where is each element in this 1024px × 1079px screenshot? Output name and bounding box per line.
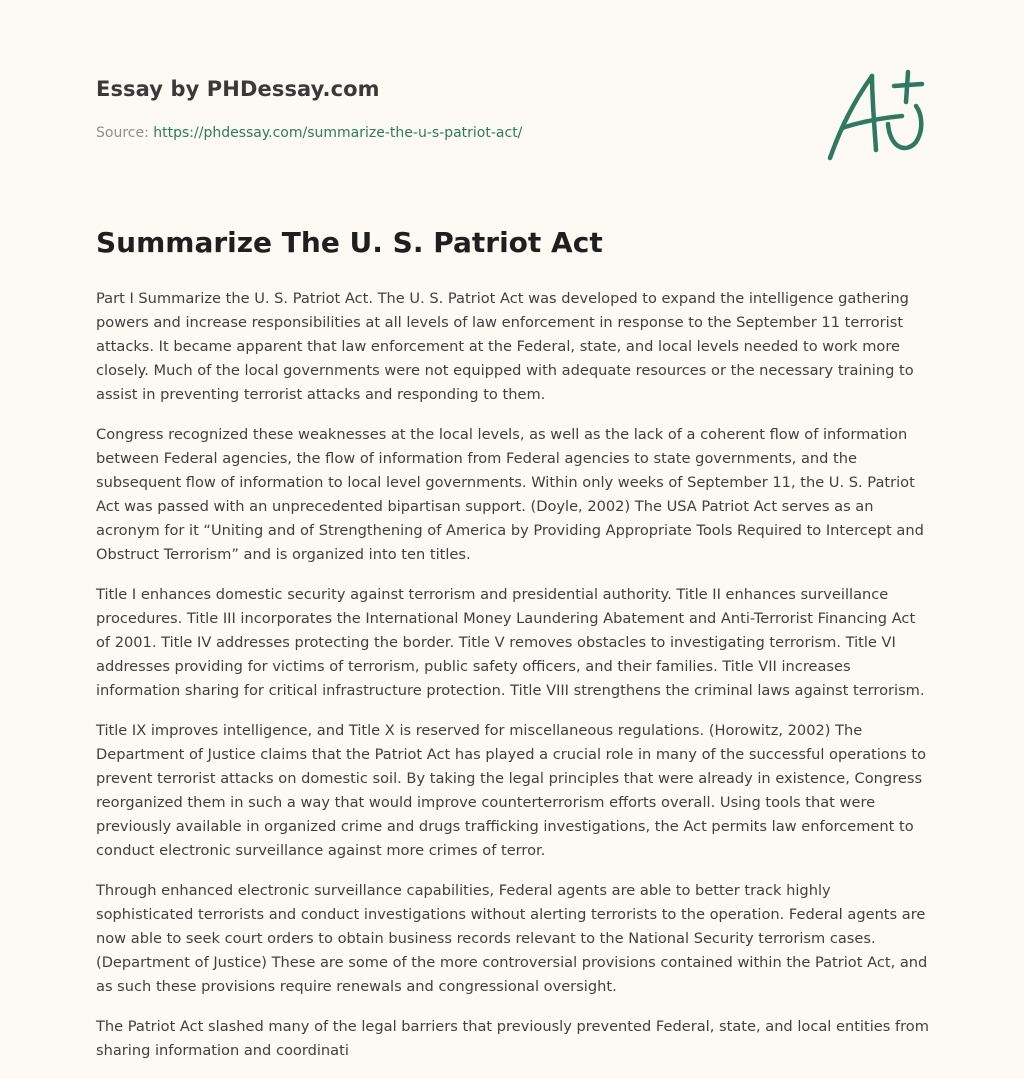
essay-paragraph: The Patriot Act slashed many of the legal barriers that previously prevented Federal, state, and local entities from sharing information and coordinati — [96, 1018, 929, 1059]
essay-title: Summarize The U. S. Patriot Act — [96, 226, 603, 259]
source-label: Source: — [96, 125, 154, 141]
site-title: Essay by PHDessay.com — [96, 77, 380, 101]
essay-paragraph: Title IX improves intelligence, and Title X is reserved for miscellaneous regulations. (Horowitz, 2002) The Department of Justice claims that the Patriot Act has played a crucial role in many of the successful operations to prevent terrorist attacks on domestic soil. By taking the legal principles that were already in existence, Congress reorganized them in such a way that would improve counterterrorism efforts overall. Using tools that were previously available in organized crime and drugs trafficking investigations, the Act permits law enforcement to conduct electronic surveillance against more crimes of terror. — [96, 722, 927, 859]
essay-paragraph: Title I enhances domestic security against terrorism and presidential authority. Title II enhances surveillance procedures. Title III incorporates the International Money Laundering Abatement and Anti-Terrorist Financing Act of 2001. Title IV addresses protecting the border. Title V removes obstacles to investigating terrorism. Title VI addresses providing for victims of terrorism, public safety officers, and their families. Title VII increases information sharing for critical infrastructure protection. Title VIII strengthens the criminal laws against terrorism. — [96, 586, 925, 699]
essay-paragraph: Through enhanced electronic surveillance capabilities, Federal agents are able to better track highly sophisticated terrorists and conduct investigations without alerting terrorists to the operation. Federal agents are now able to seek court orders to obtain business records relevant to the National Security terrorism cases. (Department of Justice) These are some of the more controversial provisions contained within the Patriot Act, and as such these provisions require renewals and congressional oversight. — [96, 882, 928, 995]
a-plus-logo-icon — [826, 68, 930, 164]
source-line — [96, 125, 522, 141]
source-link[interactable]: https://phdessay.com/summarize-the-u-s-patriot-act/ — [153, 125, 523, 141]
essay-page — [96, 0, 928, 1076]
essay-paragraph: Congress recognized these weaknesses at the local levels, as well as the lack of a coherent flow of information between Federal agencies, the flow of information from Federal agencies to state governments, and the subsequent flow of information to local level governments. Within only weeks of September 11, the U. S. Patriot Act was passed with an unprecedented bipartisan support. (Doyle, 2002) The USA Patriot Act serves as an acronym for it “Uniting and of Strengthening of America by Providing Appropriate Tools Required to Intercept and Obstruct Terrorism” and is organized into ten titles. — [96, 426, 924, 563]
essay-body — [96, 287, 930, 1079]
essay-paragraph: Part I Summarize the U. S. Patriot Act. The U. S. Patriot Act was developed to expand the intelligence gathering powers and increase responsibilities at all levels of law enforcement in response to the September 11 terrorist attacks. It became apparent that law enforcement at the Federal, state, and local levels needed to work more closely. Much of the local governments were not equipped with adequate resources or the necessary training to assist in preventing terrorist attacks and responding to them. — [96, 290, 914, 403]
